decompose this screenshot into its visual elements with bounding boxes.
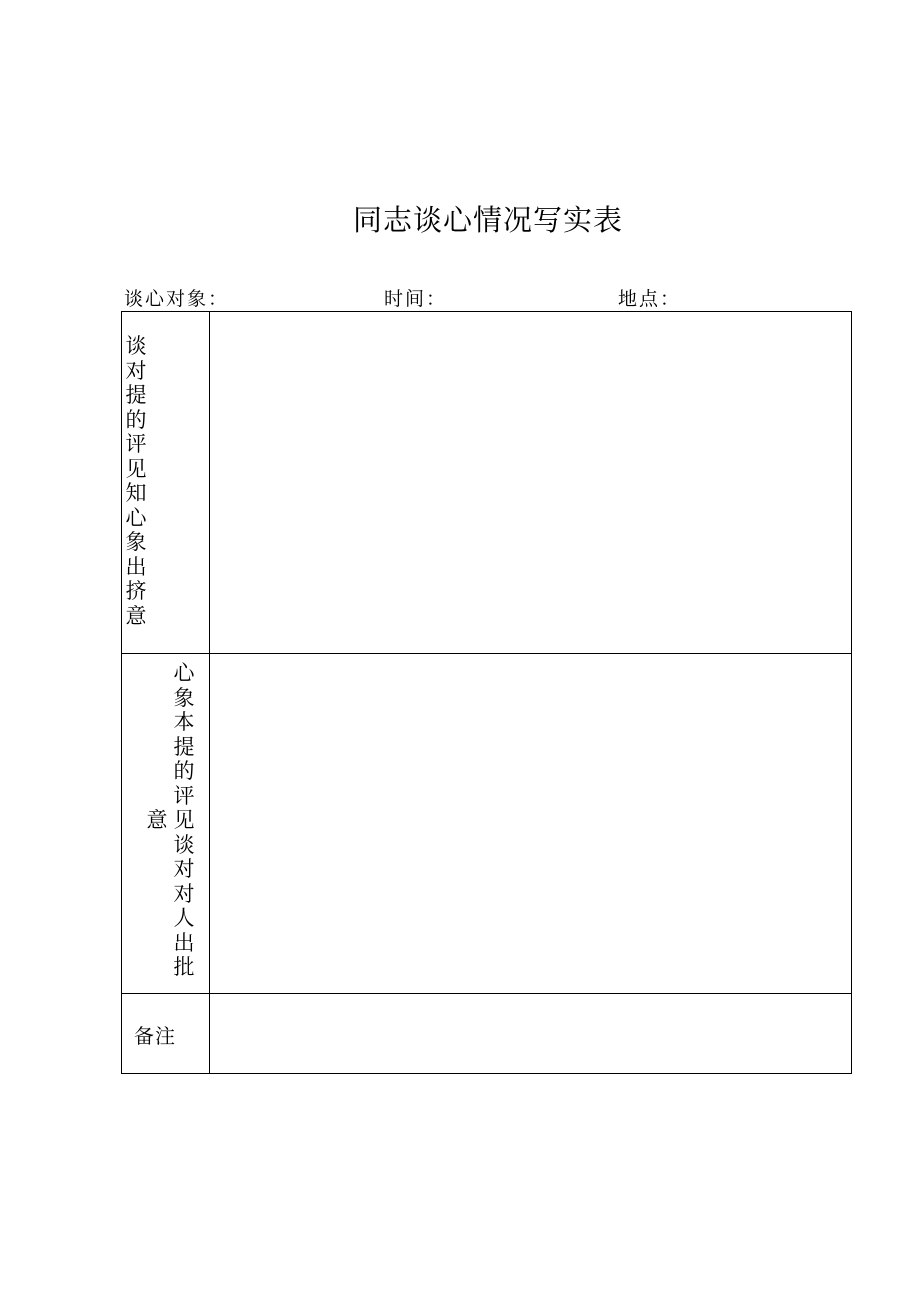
row-label-vertical-text-side: 意	[146, 808, 168, 832]
form-title: 同志谈心情况写实表	[352, 203, 623, 237]
table-row	[122, 312, 851, 654]
record-table	[121, 311, 852, 1074]
remark-label: 备注	[134, 1024, 176, 1048]
row-label-cell	[122, 994, 210, 1073]
content-cell[interactable]	[210, 654, 851, 993]
row-label-vertical-text: 心象本提的评见谈对对人出批	[173, 661, 195, 979]
row-label-vertical-text: 谈对提的评见知心象出挤意	[125, 334, 147, 628]
row-label-cell	[122, 654, 210, 993]
subject-label: 谈心对象：	[124, 288, 230, 310]
content-cell[interactable]	[210, 312, 851, 653]
row-label-cell	[122, 312, 210, 653]
content-cell[interactable]	[210, 994, 851, 1073]
time-label: 时间：	[384, 288, 448, 310]
table-row	[122, 654, 851, 994]
place-label: 地点：	[618, 288, 682, 310]
table-row	[122, 994, 851, 1073]
